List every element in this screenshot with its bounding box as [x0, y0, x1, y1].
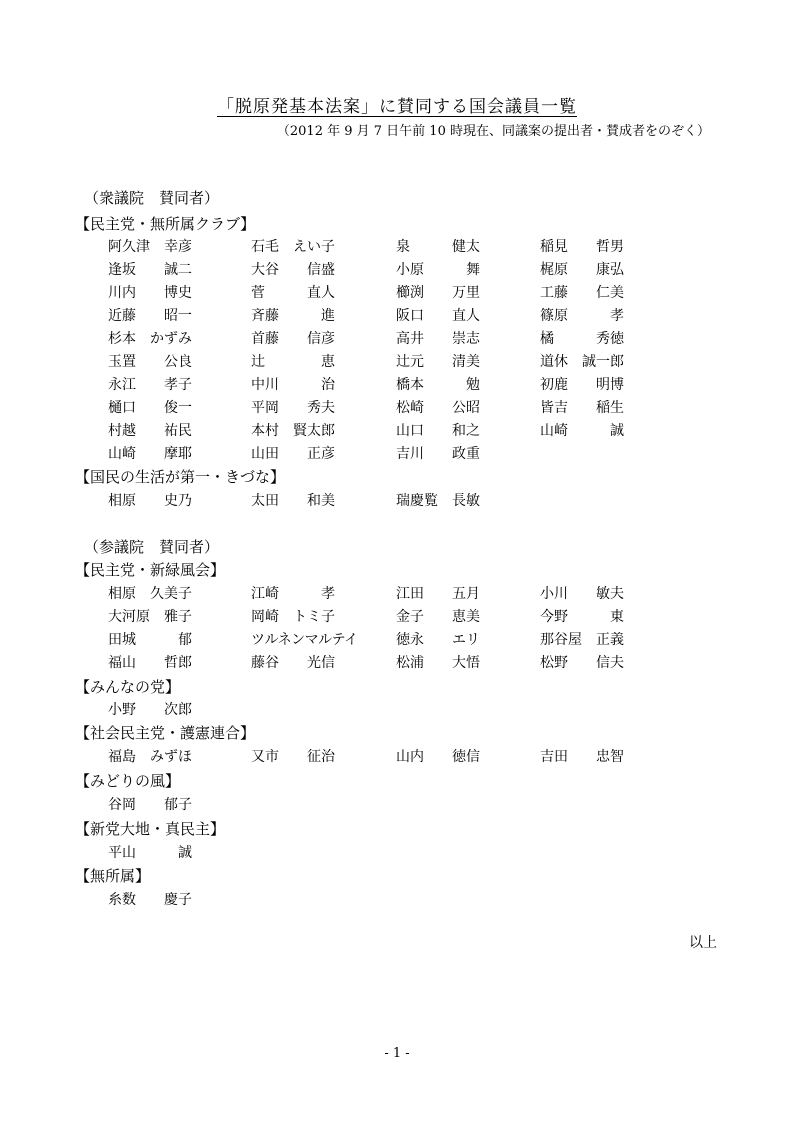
member-name: 平岡 秀夫 [251, 400, 335, 416]
member-name: 金子 恵美 [396, 609, 480, 625]
member-name: 道休 誠一郎 [540, 354, 624, 370]
member-name: 中川 治 [251, 377, 335, 393]
document-title: 「脱原発基本法案」に賛同する国会議員一覧 [217, 97, 577, 117]
party-heading: 【無所属】 [75, 867, 151, 885]
member-name: 瑞慶覧 長敏 [396, 493, 480, 509]
member-name: 藤谷 光信 [251, 655, 335, 671]
closing-text: 以上 [689, 935, 717, 951]
member-name: 阿久津 幸彦 [108, 239, 192, 255]
member-name: 江田 五月 [396, 586, 480, 602]
party-heading: 【新党大地・真民主】 [75, 820, 226, 838]
member-name: 大河原 雅子 [108, 609, 192, 625]
member-name: 岡崎 トミ子 [251, 609, 335, 625]
member-name: 皆吉 稲生 [540, 400, 624, 416]
member-name: 徳永 エリ [396, 632, 480, 648]
member-name: 福山 哲郎 [108, 655, 192, 671]
member-name: 櫛渕 万里 [396, 285, 480, 301]
member-name: 松野 信夫 [540, 655, 624, 671]
member-name: 近藤 昭一 [108, 308, 192, 324]
member-name: 斉藤 進 [251, 308, 335, 324]
member-name: 工藤 仁美 [540, 285, 624, 301]
member-name: 逢坂 誠二 [108, 262, 192, 278]
member-name: 橋本 勉 [396, 377, 480, 393]
member-name: 石毛 えい子 [251, 239, 335, 255]
member-name: 初鹿 明博 [540, 377, 624, 393]
party-heading: 【みんなの党】 [75, 678, 181, 696]
member-name: 山口 和之 [396, 423, 480, 439]
member-name: 山田 正彦 [251, 446, 335, 462]
member-name: 村越 祐民 [108, 423, 192, 439]
member-name: 吉川 政重 [396, 446, 480, 462]
member-name: 辻 恵 [251, 354, 335, 370]
member-name: 今野 東 [540, 609, 624, 625]
member-name: 山内 徳信 [396, 749, 480, 765]
member-name: 小野 次郎 [108, 702, 192, 718]
member-name: ツルネンマルテイ [251, 632, 358, 648]
member-name: 大谷 信盛 [251, 262, 335, 278]
party-heading: 【民主党・新緑風会】 [75, 561, 226, 579]
member-name: 高井 崇志 [396, 331, 480, 347]
member-name: 辻元 清美 [396, 354, 480, 370]
member-name: 那谷屋 正義 [540, 632, 624, 648]
member-name: 玉置 公良 [108, 354, 192, 370]
member-name: 松崎 公昭 [396, 400, 480, 416]
member-name: 江崎 孝 [251, 586, 335, 602]
member-name: 小原 舞 [396, 262, 480, 278]
member-name: 阪口 直人 [396, 308, 480, 324]
member-name: 山崎 誠 [540, 423, 624, 439]
member-name: 菅 直人 [251, 285, 335, 301]
member-name: 永江 孝子 [108, 377, 192, 393]
party-heading: 【国民の生活が第一・きづな】 [75, 468, 286, 486]
member-name: 橘 秀徳 [540, 331, 624, 347]
party-heading: 【みどりの風】 [75, 772, 181, 790]
member-name: 福島 みずほ [108, 749, 192, 765]
member-name: 田城 郁 [108, 632, 192, 648]
party-heading: 【社会民主党・護憲連合】 [75, 724, 256, 742]
member-name: 泉 健太 [396, 239, 480, 255]
party-heading: 【民主党・無所属クラブ】 [75, 215, 256, 233]
member-name: 山崎 摩耶 [108, 446, 192, 462]
member-name: 樋口 俊一 [108, 400, 192, 416]
page-number: - 1 - [384, 1046, 410, 1061]
member-name: 篠原 孝 [540, 308, 624, 324]
section-heading-sangiin: （参議院 賛同者） [84, 538, 220, 556]
member-name: 川内 博史 [108, 285, 192, 301]
section-heading-shugiin: （衆議院 賛同者） [84, 189, 220, 207]
member-name: 谷岡 郁子 [108, 797, 192, 813]
member-name: 梶原 康弘 [540, 262, 624, 278]
member-name: 首藤 信彦 [251, 331, 335, 347]
member-name: 吉田 忠智 [540, 749, 624, 765]
member-name: 本村 賢太郎 [251, 423, 335, 439]
member-name: 松浦 大悟 [396, 655, 480, 671]
member-name: 相原 久美子 [108, 586, 192, 602]
member-name: 杉本 かずみ [108, 331, 192, 347]
member-name: 太田 和美 [251, 493, 335, 509]
member-name: 稲見 哲男 [540, 239, 624, 255]
member-name: 平山 誠 [108, 845, 192, 861]
member-name: 小川 敏夫 [540, 586, 624, 602]
document-subtitle: （2012 年 9 月 7 日午前 10 時現在、同議案の提出者・賛成者をのぞく） [276, 124, 710, 139]
member-name: 相原 史乃 [108, 493, 192, 509]
member-name: 又市 征治 [251, 749, 335, 765]
member-name: 糸数 慶子 [108, 892, 192, 908]
